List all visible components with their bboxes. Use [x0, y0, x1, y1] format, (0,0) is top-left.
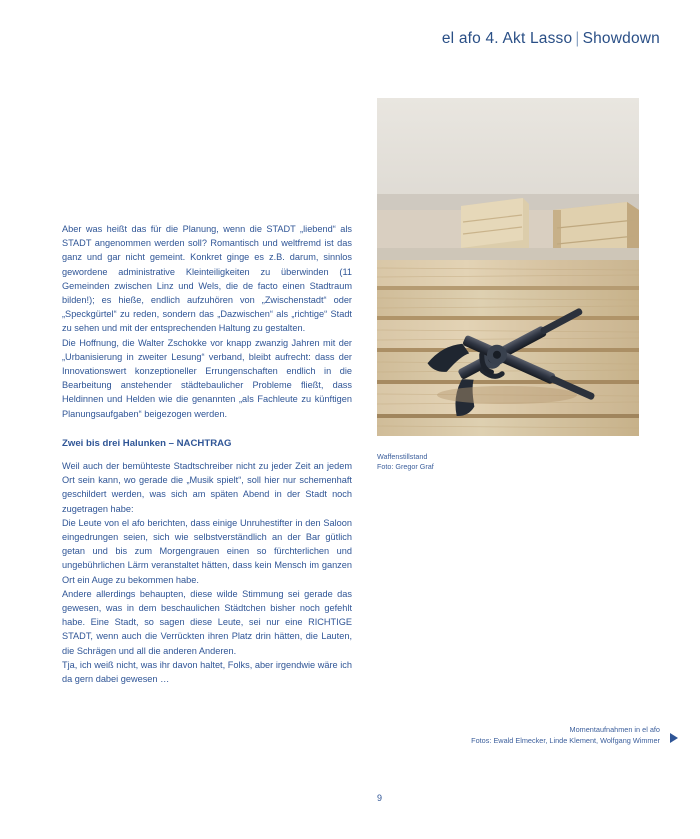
photo-wooden-pallet-table-with-toy-revolvers — [377, 98, 639, 436]
body-subheading: Zwei bis drei Halunken – NACHTRAG — [62, 437, 232, 449]
footer-credit-line-2: Fotos: Ewald Elmecker, Linde Klement, Wolfgang Wimmer — [471, 735, 660, 745]
page-number: 9 — [377, 793, 383, 803]
photo-figure — [377, 98, 639, 436]
footer-credit-line-1: Momentaufnahmen in el afo — [569, 725, 660, 734]
photo-caption-title: Waffenstillstand — [377, 452, 428, 461]
body-paragraph-1: Aber was heißt das für die Planung, wenn die STADT „liebend“ als STADT angenommen werden soll? Romantisch und weltfremd ist das ganz und gar nicht gemeint. Konkret ginge es z.B. darum, sinnlos gewordene administrative Kleinteiligkeiten zu überwinden (11 Gemeinden zwischen Linz und Wels, die de facto einen Stadtraum bilden!); es hieße, endlich aufzuhören von „Zwischenstadt“ oder „Speckgürtel“ zu reden, sondern das „Dazwischen“ als „richtige“ Stadt zu sehen und mit der entsprechenden Haltung zu gestalten. — [62, 224, 352, 334]
triangle-right-icon — [670, 733, 678, 743]
body-paragraph-5: Andere allerdings behaupten, diese wilde Stimmung sei gerade das gewesen, was in dem beschaulichen Städtchen bisher noch gefehlt habe. Eine Stadt, so sagen diese Leute, sei nur eine RICHTIGE STADT, wenn auch die Verrückten ihren Platz drin hätten, die Lauten, die Schrägen und all die anderen Anderen. — [62, 588, 352, 656]
photo-caption — [377, 452, 639, 472]
body-paragraph-6: Tja, ich weiß nicht, was ihr davon haltet, Folks, aber irgendwie wäre ich da gern dabei gewesen … — [62, 659, 352, 685]
header-separator: | — [575, 30, 580, 47]
body-paragraph-2: Die Hoffnung, die Walter Zschokke vor knapp zwanzig Jahren mit der „Urbanisierung in zweiter Lesung“ verband, bleibt aufrecht: dass der Innovationswert konzeptioneller Errungenschaften endlich in die Bearbeitung anstehender städtebaulicher Probleme fließt, dass Heldinnen und Helden wie die genannten „als Fachleute zu künftigen Planungsaufgaben“ beigezogen werden. — [62, 337, 352, 419]
photo-illustration — [377, 98, 639, 436]
photo-caption-credit: Foto: Gregor Graf — [377, 462, 434, 471]
running-header — [0, 30, 660, 48]
header-title-main: el afo 4. Akt Lasso — [441, 30, 573, 47]
body-paragraph-4: Die Leute von el afo berichten, dass einige Unruhestifter in den Saloon eingedrungen seien, sich wie selbstverständlich an der Bar gütlich getan und bis zum Morgengrauen einen so fürchterlichen und ungebührlichen Lärm veranstaltet hätten, dass kein Mensch im ganzen Ort ein Auge zu bekommen habe. — [62, 517, 352, 585]
footer-photo-credits — [471, 725, 660, 746]
body-text-column — [62, 222, 352, 686]
header-title-sub: Showdown — [582, 30, 660, 47]
body-paragraph-3: Weil auch der bemühteste Stadtschreiber nicht zu jeder Zeit an jedem Ort sein kann, wo gerade die „Musik spielt“, soll hier nur schemenhaft geschildert werden, was sich am späten Abend in der Stadt noch zugetragen habe: — [62, 461, 352, 514]
